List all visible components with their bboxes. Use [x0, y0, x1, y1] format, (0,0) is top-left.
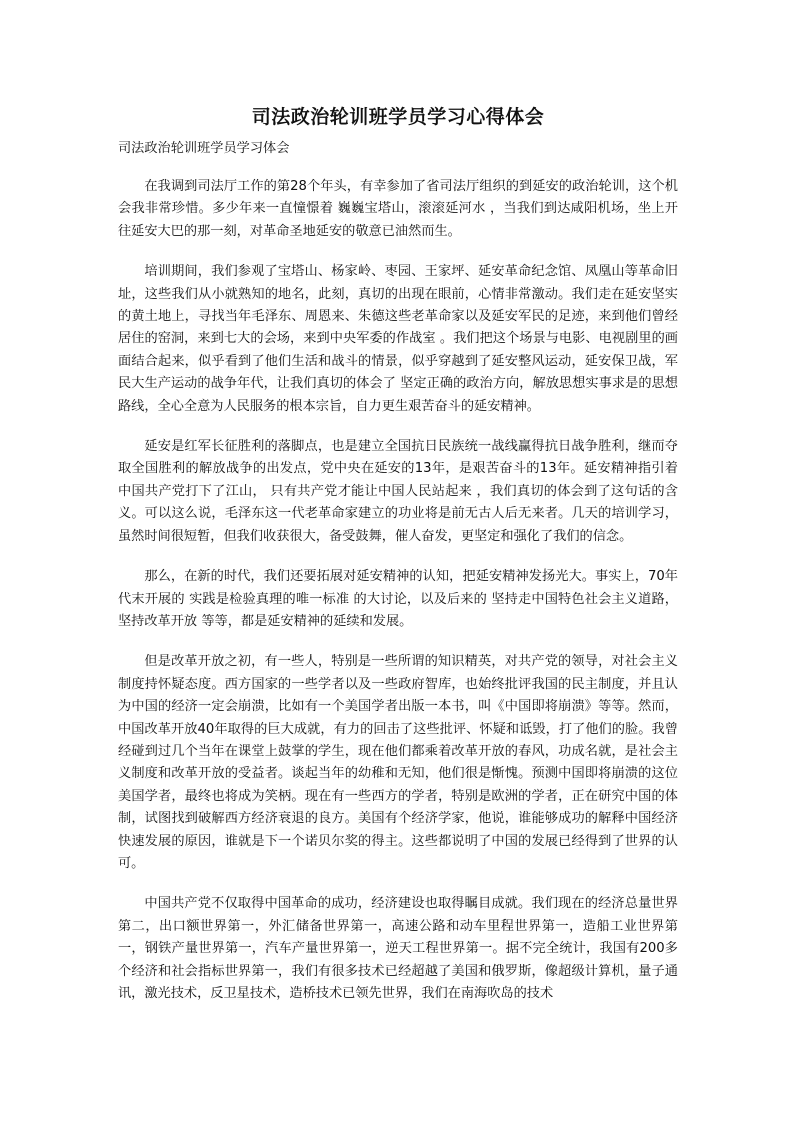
paragraph-4: 那么，在新的时代，我们还要拓展对延安精神的认知，把延安精神发扬光大。事实上，70年代末开展的 实践是检验真理的唯一标准 的大讨论，以及后来的 坚持走中国特色社会主义道路，坚持改革开放 等等，都是延安精神的延续和发展。: [118, 569, 678, 629]
paragraph-3: 延安是红军长征胜利的落脚点，也是建立全国抗日民族统一战线赢得抗日战争胜利，继而夺取全国胜利的解放战争的出发点，党中央在延安的13年，是艰苦奋斗的13年。延安精神指引着中国共产党打下了江山， 只有共产党才能让中国人民站起来 ，我们真切的体会到了这句话的含义。可以这么说，毛泽东这一代老革命家建立的功业将是前无古人后无来者。几天的培训学习，虽然时间很短暂，但我们收获很大，备受鼓舞，催人奋发，更坚定和强化了我们的信念。: [118, 439, 678, 544]
paragraph-6: 中国共产党不仅取得中国革命的成功，经济建设也取得瞩目成就。我们现在的经济总量世界第二，出口额世界第一，外汇储备世界第一，高速公路和动车里程世界第一，造船工业世界第一，钢铁产量世界第一，汽车产量世界第一，逆天工程世界第一。据不完全统计，我国有200多个经济和社会指标世界第一，我们有很多技术已经超越了美国和俄罗斯，像超级计算机，量子通讯，激光技术，反卫星技术，造桥技术已领先世界，我们在南海吹岛的技术: [118, 896, 678, 1001]
paragraph-2: 培训期间，我们参观了宝塔山、杨家岭、枣园、王家坪、延安革命纪念馆、凤凰山等革命旧址，这些我们从小就熟知的地名，此刻，真切的出现在眼前，心情非常激动。我们走在延安坚实的黄土地上，寻找当年毛泽东、周恩来、朱德这些老革命家以及延安军民的足迹，来到他们曾经居住的窑洞，来到七大的会场，来到中央军委的作战室 。我们把这个场景与电影、电视剧里的画面结合起来，似乎看到了他们生活和战斗的情景，似乎穿越到了延安整风运动，延安保卫战，军民大生产运动的战争年代，让我们真切的体会了 坚定正确的政治方向，解放思想实事求是的思想路线，全心全意为人民服务的根本宗旨，自力更生艰苦奋斗的延安精神。: [118, 264, 678, 414]
document-page: [118, 103, 678, 1023]
document-subtitle: 司法政治轮训班学员学习体会: [118, 141, 290, 156]
document-title: 司法政治轮训班学员学习心得体会: [251, 106, 545, 128]
paragraph-5: 但是改革开放之初，有一些人，特别是一些所谓的知识精英，对共产党的领导，对社会主义制度持怀疑态度。西方国家的一些学者以及一些政府智库，也始终批评我国的民主制度，并且认为中国的经济一定会崩溃，比如有一个美国学者出版一本书，叫《中国即将崩溃》等等。然而，中国改革开放40年取得的巨大成就，有力的回击了这些批评、怀疑和诋毁，打了他们的脸。我曾经碰到过几个当年在课堂上鼓掌的学生，现在他们都乘着改革开放的春风，功成名就，是社会主义制度和改革开放的受益者。谈起当年的幼稚和无知，他们很是惭愧。预测中国即将崩溃的这位美国学者，最终也将成为笑柄。现在有一些西方的学者，特别是欧洲的学者，正在研究中国的体制，试图找到破解西方经济衰退的良方。美国有个经济学家，他说，谁能够成功的解释中国经济快速发展的原因，谁就是下一个诺贝尔奖的得主。这些都说明了中国的发展已经得到了世界的认可。: [118, 654, 678, 871]
paragraph-1: 在我调到司法厅工作的第28个年头，有幸参加了省司法厅组织的到延安的政治轮训，这个机会我非常珍惜。多少年来一直憧憬着 巍巍宝塔山，滚滚延河水 ，当我们到达咸阳机场，坐上开往延安大巴的那一刻，对革命圣地延安的敬意已油然而生。: [118, 179, 678, 239]
